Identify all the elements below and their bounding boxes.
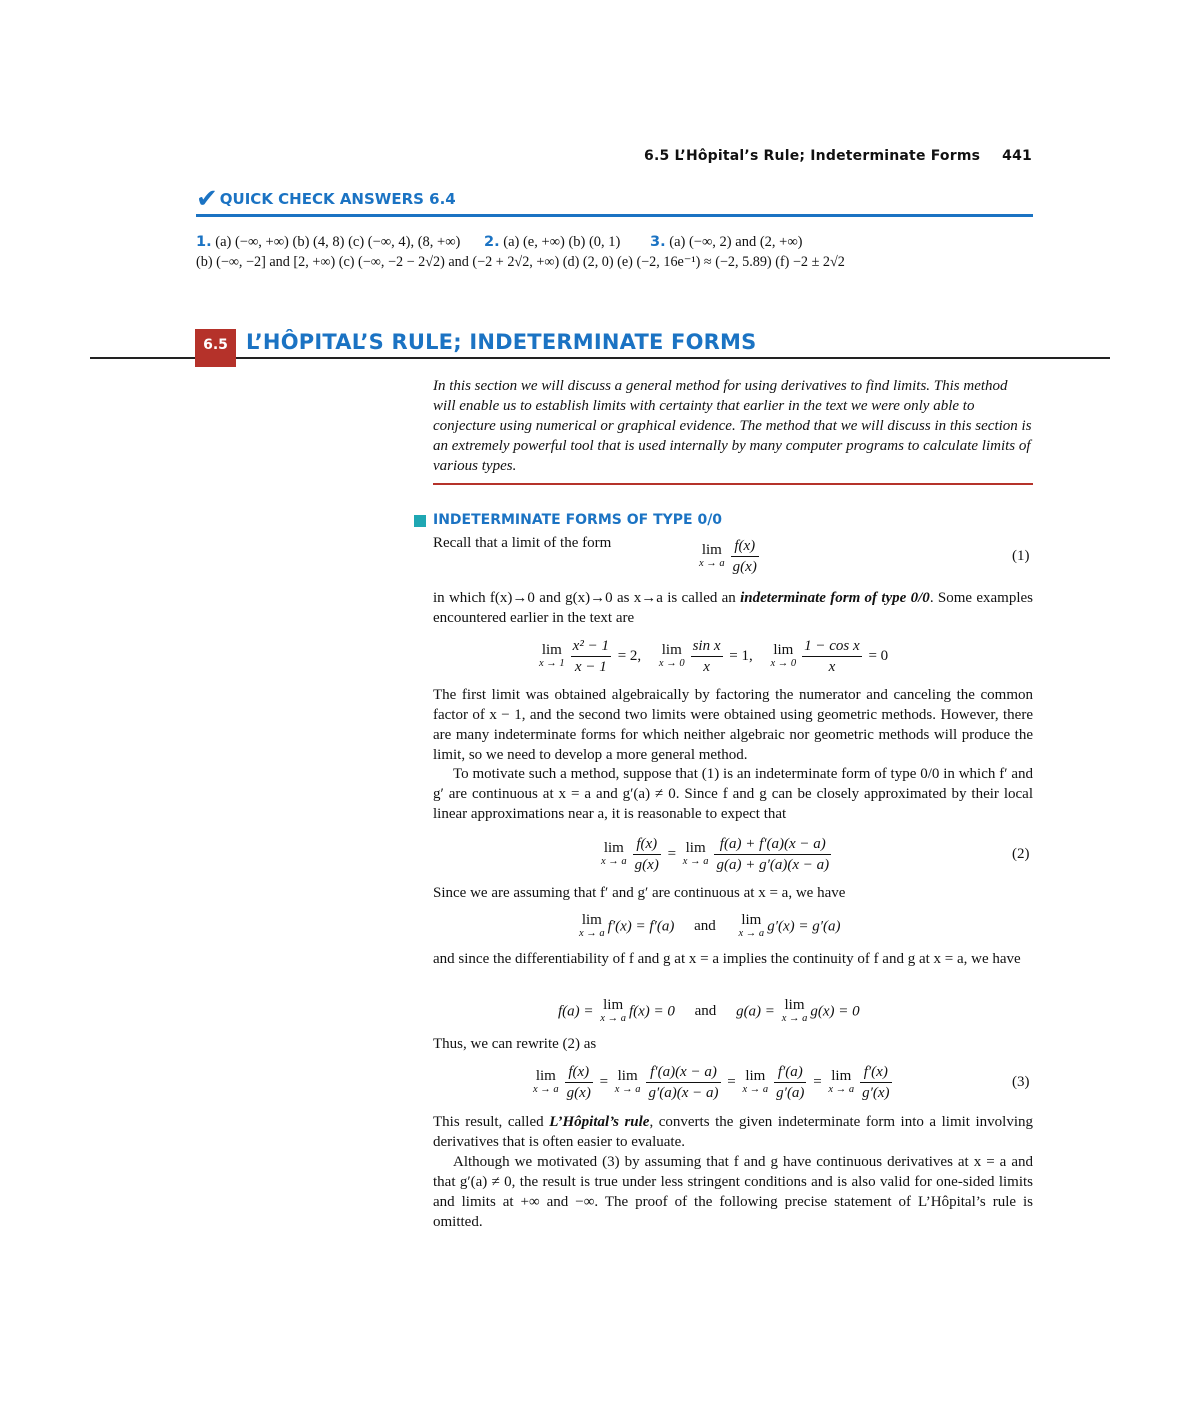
answer-2: (a) (e, +∞) (b) (0, 1) [503, 234, 621, 250]
quick-check-title: QUICK CHECK ANSWERS 6.4 [219, 190, 456, 208]
examples-equation: lim x → 1 $\frac{\text{x² − 1}}{x - 1}$ = 2, lim x → 0 $\frac{\text{sin x}}{x}$ = 1, lim x → 0 $\frac{\text{1 − cos x}}{x}$ = 0 [539, 638, 889, 675]
equation-number-1: (1) [1012, 548, 1030, 564]
value-equation: f(a) = lim x → a f(x) = 0 and g(a) = lim x → a g(x) = 0 [558, 997, 860, 1024]
equation-1 [696, 536, 762, 577]
continuity-equation: lim x → a f′(x) = f′(a) and lim x → a g′(x) = g′(a) [579, 912, 841, 939]
paragraph-although: Although we motivated (3) by assuming that f and g have continuous derivatives at x = a and that g′(a) ≠ 0, the result is true under less stringent conditions and is also valid for one-sided limits and limits at +∞ and −∞. The proof of the following precise statement of L’Hôpital’s rule is omitted. [433, 1154, 1033, 1230]
answer-1-number: 1. [196, 234, 212, 250]
answer-2-number: 2. [484, 234, 500, 250]
limit-operator: lim x → a [699, 541, 725, 569]
paragraph-thus: Thus, we can rewrite (2) as [433, 1036, 597, 1052]
paragraph-motivate: To motivate such a method, suppose that (1) is an indeterminate form of type 0/0 in which f′ and g′ are continuous at x = a and g′(a) ≠ 0. Since f and g can be closely approximated by their local linear approximations near a, it is reasonable to expect that [433, 766, 1033, 822]
subsection-title: INDETERMINATE FORMS OF TYPE 0/0 [433, 512, 723, 528]
paragraph-differentiability: and since the differentiability of f and g at x = a implies the continuity of f and g at x = a, we have [433, 951, 1021, 967]
term-indeterminate-form: indeterminate form of type 0/0 [740, 590, 930, 606]
equation-number-3: (3) [1012, 1074, 1030, 1090]
section-number-badge: 6.5 [195, 329, 236, 367]
page-number: 441 [1002, 148, 1032, 164]
answer-3a: (a) (−∞, 2) and (2, +∞) [669, 234, 803, 250]
answer-3-number: 3. [650, 234, 666, 250]
checkmark-icon: ✔ [196, 184, 218, 214]
paragraph-in-which: in which f(x)→0 and g(x)→0 as x→a is called an indeterminate form of type 0/0. Some examples encountered earlier in the text are [433, 590, 1033, 626]
quick-check-divider [196, 214, 1033, 217]
answer-1: (a) (−∞, +∞) (b) (4, 8) (c) (−∞, 4), (8, +∞) [215, 234, 461, 250]
quick-check-line-1 [196, 234, 1032, 251]
paragraph-since: Since we are assuming that f′ and g′ are continuous at x = a, we have [433, 885, 846, 901]
fraction: $\frac{f(x)}{g(x)}$ [732, 538, 757, 575]
section-rule [90, 357, 1110, 359]
answer-3b: (b) (−∞, −2] and [2, +∞) (c) (−∞, −2 − 2√2) and (−2 + 2√2, +∞) (d) (2, 0) (e) (−2, 16e⁻¹) ≈ (−2, 5.89) (f) −2 ± 2√2 [196, 254, 845, 270]
subsection-marker-icon [414, 515, 426, 527]
section-title: L’HÔPITAL’S RULE; INDETERMINATE FORMS [246, 330, 757, 354]
intro-divider [433, 483, 1033, 485]
equation-number-2: (2) [1012, 846, 1030, 862]
section-intro: In this section we will discuss a general method for using derivatives to find limits. This method will enable us to establish limits with certainty that earlier in the text we were only able to conjecture using numerical or graphical evidence. The method that we will discuss in this section is an extremely powerful tool that is used internally by many computer programs to calculate limits of various types. [433, 378, 1032, 474]
paragraph-recall: Recall that a limit of the form [433, 535, 612, 551]
paragraph-result: This result, called L’Hôpital’s rule, converts the given indeterminate form into a limit involving derivatives that is often easier to evaluate. [433, 1114, 1033, 1150]
running-header [560, 148, 1032, 164]
quick-check-heading [196, 184, 456, 214]
running-title: 6.5 L’Hôpital’s Rule; Indeterminate Forms [644, 148, 981, 164]
equation-2: lim x → a $\frac{f(x)}{g(x)}$ = lim x → a $\frac{f(a) + f'(a)(x - a)}{g(a) + g'(a)(x - a)}$ [601, 836, 830, 873]
equation-3: lim x → a $\frac{f(x)}{g(x)}$ = lim x → a $\frac{f'(a)(x - a)}{g'(a)(x - a)}$ = lim x → a $\frac{f'(a)}{g'(a)}$ = lim x → a $\frac{f'(x)}{g'(x)}$ [533, 1064, 890, 1101]
quick-check-line-2 [196, 254, 1032, 271]
paragraph-first-limit: The first limit was obtained algebraically by factoring the numerator and canceling the common factor of x − 1, and the second two limits were obtained using geometric methods. However, there are many indeterminate forms for which neither algebraic nor geometric methods will produce the limit, so we need to develop a more general method. [433, 687, 1033, 763]
term-lhopitals-rule: L’Hôpital’s rule [549, 1114, 650, 1130]
